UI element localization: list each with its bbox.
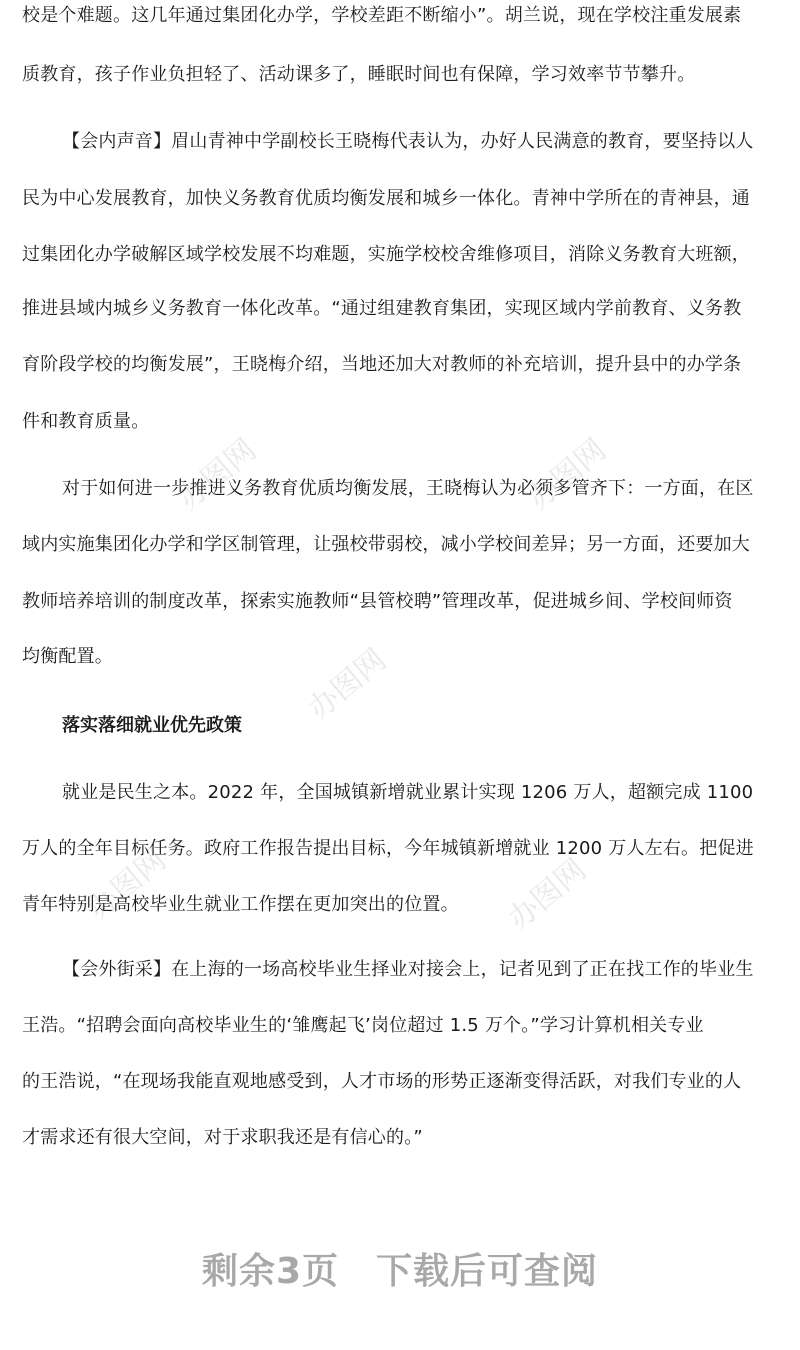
paragraph-line: 【会内声音】眉山青神中学副校长王晓梅代表认为，办好人民满意的教育，要坚持以人	[62, 131, 754, 152]
watermark: 办图网	[301, 642, 393, 728]
paragraph-line: 的王浩说，“在现场我能直观地感受到，人才市场的形势正逐渐变得活跃，对我们专业的人	[22, 1071, 742, 1092]
paragraph-line: 对于如何进一步推进义务教育优质均衡发展，王晓梅认为必须多管齐下：一方面，在区	[62, 478, 754, 499]
remaining-pages-notice: 剩余3页 下载后可查阅	[201, 1251, 599, 1292]
paragraph-line: 育阶段学校的均衡发展”，王晓梅介绍，当地还加大对教师的补充培训，提升县中的办学条	[22, 354, 742, 375]
watermark: 办图网	[521, 432, 613, 518]
paragraph-line: 均衡配置。	[22, 646, 113, 667]
paragraph-line: 民为中心发展教育，加快义务教育优质均衡发展和城乡一体化。青神中学所在的青神县，通	[22, 188, 750, 209]
paragraph-line: 校是个难题。这几年通过集团化办学，学校差距不断缩小”。胡兰说，现在学校注重发展素	[22, 5, 742, 26]
paragraph-line: 青年特别是高校毕业生就业工作摆在更加突出的位置。	[22, 894, 459, 915]
paragraph-line: 质教育，孩子作业负担轻了、活动课多了，睡眠时间也有保障，学习效率节节攀升。	[22, 64, 696, 85]
paragraph-line: 王浩。“招聘会面向高校毕业生的‘雏鹰起飞’岗位超过 1.5 万个。”学习计算机相关专业	[22, 1015, 704, 1036]
paragraph-line: 万人的全年目标任务。政府工作报告提出目标，今年城镇新增就业 1200 万人左右。把促进	[22, 838, 754, 859]
watermark: 办图网	[501, 852, 593, 938]
section-heading: 落实落细就业优先政策	[62, 715, 242, 736]
paragraph-line: 【会外街采】在上海的一场高校毕业生择业对接会上，记者见到了正在找工作的毕业生	[62, 959, 754, 980]
paragraph-line: 教师培养培训的制度改革，探索实施教师“县管校聘”管理改革，促进城乡间、学校间师资	[22, 591, 733, 612]
paragraph-line: 才需求还有很大空间，对于求职我还是有信心的。”	[22, 1127, 423, 1148]
paragraph-line: 域内实施集团化办学和学区制管理，让强校带弱校，减小学校间差异；另一方面，还要加大	[22, 534, 750, 555]
paragraph-line: 件和教育质量。	[22, 411, 150, 432]
watermark: 办图网	[81, 842, 173, 928]
watermark: 办图网	[171, 432, 263, 518]
paragraph-line: 过集团化办学破解区域学校发展不均难题，实施学校校舍维修项目，消除义务教育大班额，	[22, 244, 750, 265]
paragraph-line: 推进县域内城乡义务教育一体化改革。“通过组建教育集团，实现区域内学前教育、义务教	[22, 298, 742, 319]
paragraph-line: 就业是民生之本。2022 年，全国城镇新增就业累计实现 1206 万人，超额完成 1100	[62, 782, 754, 803]
